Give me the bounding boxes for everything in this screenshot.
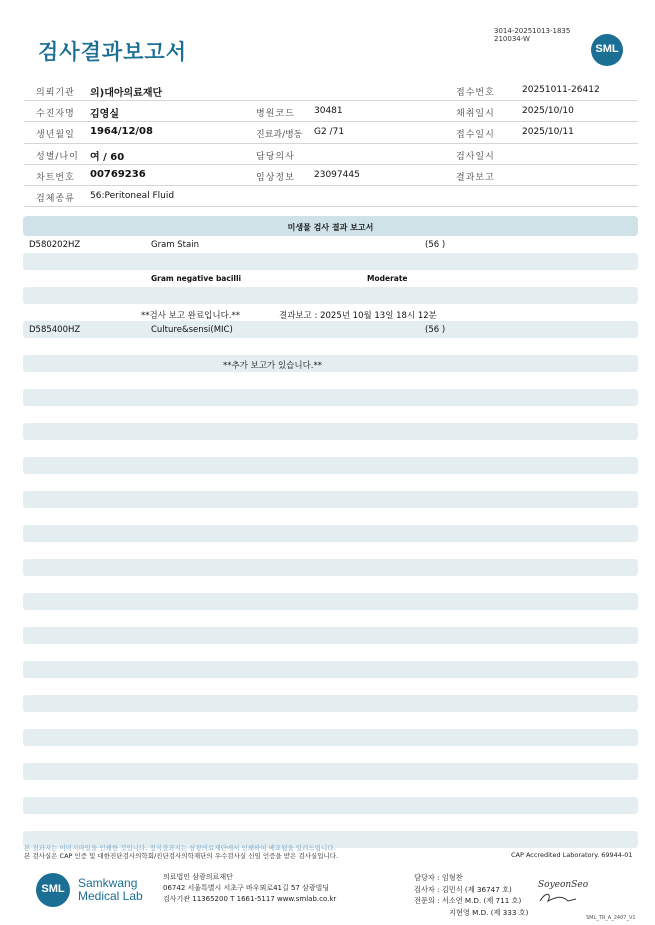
- info-row: [24, 101, 638, 122]
- receipt-date-value: 2025/10/11: [522, 127, 574, 138]
- blank-row: [23, 695, 638, 712]
- collect-date-value: 2025/10/10: [522, 106, 574, 117]
- blank-row: [23, 338, 638, 355]
- test1-sub-value: Moderate: [367, 274, 408, 283]
- blank-row: [23, 559, 638, 576]
- test1-done-note: **검사 보고 완료입니다.**: [141, 311, 241, 321]
- test1-name: Gram Stain: [151, 240, 199, 250]
- image-print-notice: 본 결과지는 이미지파일을 인쇄한 것입니다. 정식결과지는 삼광의료재단에서 인쇄하여 배포됨을 알려드립니다.: [24, 844, 336, 852]
- document-id: [494, 27, 570, 43]
- info-row: [24, 186, 638, 207]
- second-signature-mark: [538, 891, 578, 905]
- clinical-value: 23097445: [314, 169, 360, 180]
- info-row: [24, 80, 638, 101]
- blank-row: [23, 576, 638, 593]
- result-row: [23, 321, 638, 338]
- staff-line: 지현영 M.D. (제 333 호): [449, 907, 529, 917]
- patient-label: 수진자명: [36, 109, 75, 120]
- collect-date-label: 채취일시: [456, 109, 495, 120]
- sml-footer-logo: [36, 873, 70, 907]
- blank-rows: [23, 372, 638, 848]
- page-title: 검사결과보고서: [38, 40, 188, 64]
- blank-row: [23, 644, 638, 661]
- blank-row: [23, 491, 638, 508]
- blank-row: [23, 474, 638, 491]
- info-row: [24, 165, 638, 186]
- test1-code: D580202HZ: [29, 240, 81, 250]
- dob-value: 1964/12/08: [90, 126, 153, 138]
- chart-no-label: 차트번호: [36, 172, 75, 183]
- brand-line1: Samkwang: [78, 876, 138, 890]
- clinical-label: 임상정보: [256, 172, 295, 183]
- blank-row: [23, 253, 638, 270]
- blank-row: [23, 678, 638, 695]
- blank-row: [23, 525, 638, 542]
- receipt-date-label: 접수일시: [456, 130, 495, 141]
- blank-row: [23, 389, 638, 406]
- hospital-code-value: 30481: [314, 106, 343, 117]
- sml-footer-logo-text: SML: [41, 883, 65, 895]
- blank-row: [23, 712, 638, 729]
- staff-list: [414, 872, 529, 918]
- specimen-value: 56:Peritoneal Fluid: [90, 190, 175, 201]
- dept-value: G2 /71: [314, 127, 345, 138]
- result-section-header: [23, 216, 638, 236]
- result-row: [23, 236, 638, 253]
- staff-line: 담당자 : 임형찬: [414, 873, 463, 882]
- form-code: SML_TR_A_2407_V1: [586, 915, 636, 921]
- result-row: [23, 304, 638, 321]
- report-label: 결과보고: [456, 172, 495, 183]
- cap-accreditation: CAP Accredited Laboratory. 69944-01: [511, 851, 633, 859]
- staff-line: 전문의 : 서소연 M.D. (제 711 호): [414, 896, 522, 905]
- lab-address: [163, 872, 336, 905]
- test2-code: D585400HZ: [29, 325, 81, 335]
- sml-logo: [591, 34, 623, 66]
- brand-line2: Medical Lab: [78, 889, 143, 903]
- blank-row: [23, 440, 638, 457]
- address-line2: 06742 서울특별시 서초구 바우뫼로41길 57 삼광빌딩: [163, 884, 330, 892]
- brand-name: [78, 877, 143, 903]
- test2-note: **추가 보고가 있습니다.**: [223, 361, 323, 371]
- result-table: [23, 216, 638, 848]
- document-id-line1: 3014-20251013-1835: [494, 27, 571, 35]
- certification-note: 본 검사실은 CAP 인증 및 대한진단검사의학회/진단검사의학재단의 우수검사실 신임 인증을 받은 검사실입니다.: [24, 852, 339, 860]
- blank-row: [23, 814, 638, 831]
- chart-no-value: 00769236: [90, 168, 146, 180]
- blank-row: [23, 746, 638, 763]
- sml-logo-text: SML: [595, 43, 619, 55]
- doctor-label: 담당의사: [256, 151, 295, 162]
- receipt-no-value: 20251011-26412: [522, 85, 600, 95]
- blank-row: [23, 610, 638, 627]
- blank-row: [23, 627, 638, 644]
- patient-info-table: [24, 80, 638, 207]
- blank-row: [23, 797, 638, 814]
- blank-row: [23, 457, 638, 474]
- signature: [538, 880, 588, 909]
- document-id-line2: 210034-W: [494, 35, 530, 43]
- client-label: 의뢰기관: [36, 88, 75, 98]
- result-row: [23, 270, 638, 287]
- sex-age-value: 여 / 60: [90, 151, 125, 163]
- specimen-label: 검체종류: [36, 193, 75, 204]
- result-row: [23, 355, 638, 372]
- patient-value: 김영실: [90, 109, 119, 121]
- address-line3: 검사기관 11365200 T 1661-5117 www.smlab.co.kr: [163, 895, 337, 903]
- info-row: [24, 144, 638, 165]
- signature-name: SoyeonSeo: [538, 880, 589, 890]
- sex-age-label: 성별/나이: [36, 151, 79, 162]
- test1-sub-name: Gram negative bacilli: [151, 274, 242, 283]
- result-section-title: 미생물 검사 결과 보고서: [287, 223, 374, 232]
- test2-specimen: (56 ): [425, 325, 446, 335]
- blank-row: [23, 423, 638, 440]
- staff-line: 검사자 : 김민식 (제 36747 호): [414, 884, 512, 894]
- hospital-code-label: 병원코드: [256, 109, 295, 120]
- test2-name: Culture&sensi(MIC): [151, 325, 233, 335]
- blank-row: [23, 542, 638, 559]
- blank-row: [23, 661, 638, 678]
- client-value: 의)대아의료재단: [90, 88, 163, 99]
- blank-row: [23, 729, 638, 746]
- blank-row: [23, 780, 638, 797]
- test1-report-time: 결과보고 : 2025년 10월 13일 18시 12분: [279, 311, 437, 321]
- receipt-no-label: 접수번호: [456, 88, 495, 98]
- test-date-label: 검사일시: [456, 151, 495, 162]
- blank-row: [23, 287, 638, 304]
- blank-row: [23, 763, 638, 780]
- address-line1: 의료법인 삼광의료재단: [163, 873, 233, 881]
- dob-label: 생년월일: [36, 130, 75, 141]
- dept-label: 진료과/병동: [256, 130, 303, 141]
- blank-row: [23, 406, 638, 423]
- test1-specimen: (56 ): [425, 240, 446, 250]
- blank-row: [23, 508, 638, 525]
- blank-row: [23, 372, 638, 389]
- info-row: [24, 122, 638, 143]
- blank-row: [23, 593, 638, 610]
